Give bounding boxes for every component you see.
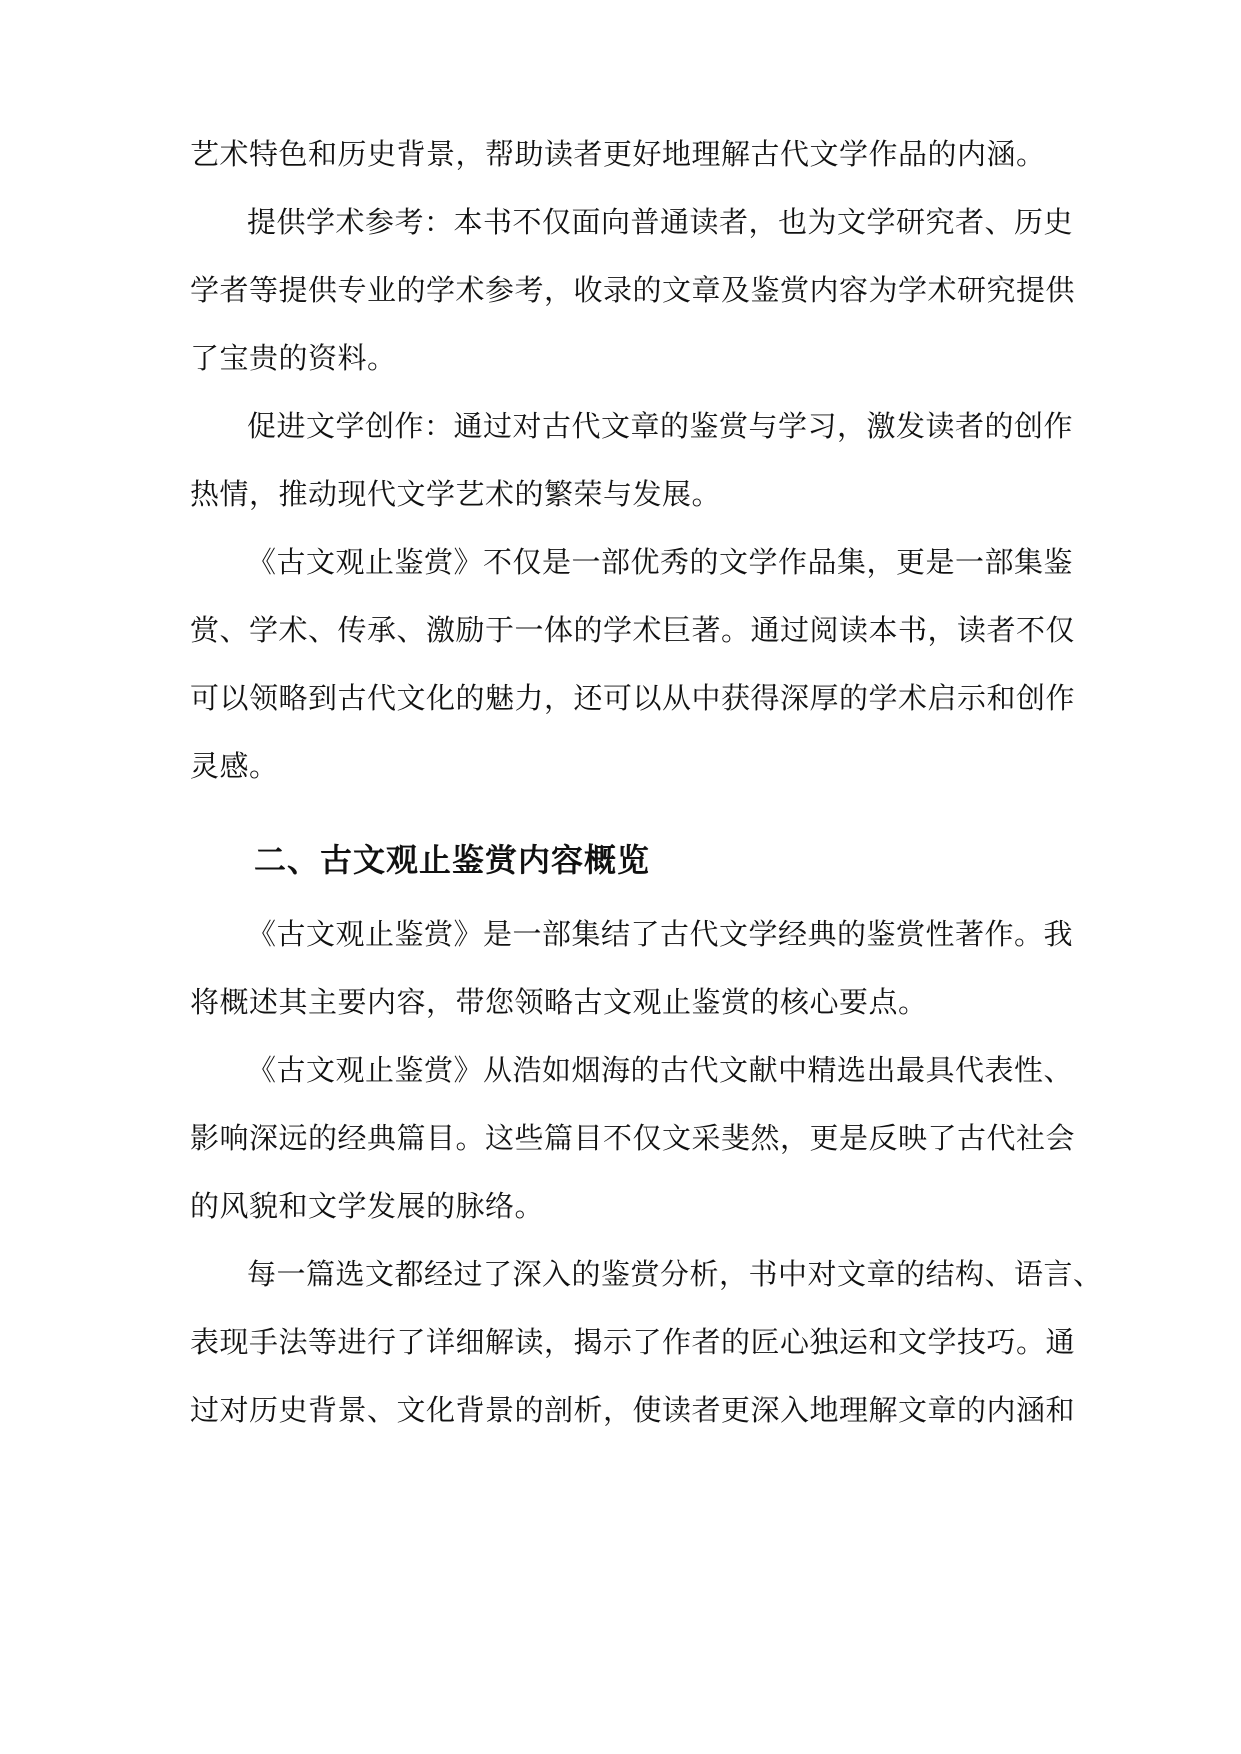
paragraph-line: 的风貌和文学发展的脉络。 xyxy=(190,1189,545,1223)
paragraph-line: 将概述其主要内容，带您领略古文观止鉴赏的核心要点。 xyxy=(190,985,928,1019)
paragraph-line: 学者等提供专业的学术参考，收录的文章及鉴赏内容为学术研究提供 xyxy=(190,273,1076,307)
paragraph-line: 《古文观止鉴赏》不仅是一部优秀的文学作品集，更是一部集鉴 xyxy=(247,545,1074,579)
paragraph-line: 了宝贵的资料。 xyxy=(190,341,397,375)
paragraph-line: 赏、学术、传承、激励于一体的学术巨著。通过阅读本书，读者不仅 xyxy=(190,613,1076,647)
paragraph-line: 每一篇选文都经过了深入的鉴赏分析，书中对文章的结构、语言、 xyxy=(247,1257,1103,1291)
paragraph-line: 艺术特色和历史背景，帮助读者更好地理解古代文学作品的内涵。 xyxy=(190,137,1046,171)
paragraph-line: 影响深远的经典篇目。这些篇目不仅文采斐然，更是反映了古代社会 xyxy=(190,1121,1076,1155)
paragraph-line: 促进文学创作：通过对古代文章的鉴赏与学习，激发读者的创作 xyxy=(247,409,1074,443)
section-heading: 二、古文观止鉴赏内容概览 xyxy=(254,841,651,879)
paragraph-line: 《古文观止鉴赏》是一部集结了古代文学经典的鉴赏性著作。我 xyxy=(247,917,1074,951)
paragraph-line: 表现手法等进行了详细解读，揭示了作者的匠心独运和文学技巧。通 xyxy=(190,1325,1076,1359)
paragraph-line: 可以领略到古代文化的魅力，还可以从中获得深厚的学术启示和创作 xyxy=(190,681,1076,715)
paragraph-line: 热情，推动现代文学艺术的繁荣与发展。 xyxy=(190,477,722,511)
paragraph-line: 《古文观止鉴赏》从浩如烟海的古代文献中精选出最具代表性、 xyxy=(247,1053,1074,1087)
paragraph-line: 灵感。 xyxy=(190,749,279,783)
paragraph-line: 提供学术参考：本书不仅面向普通读者，也为文学研究者、历史 xyxy=(247,205,1074,239)
paragraph-line: 过对历史背景、文化背景的剖析，使读者更深入地理解文章的内涵和 xyxy=(190,1393,1076,1427)
